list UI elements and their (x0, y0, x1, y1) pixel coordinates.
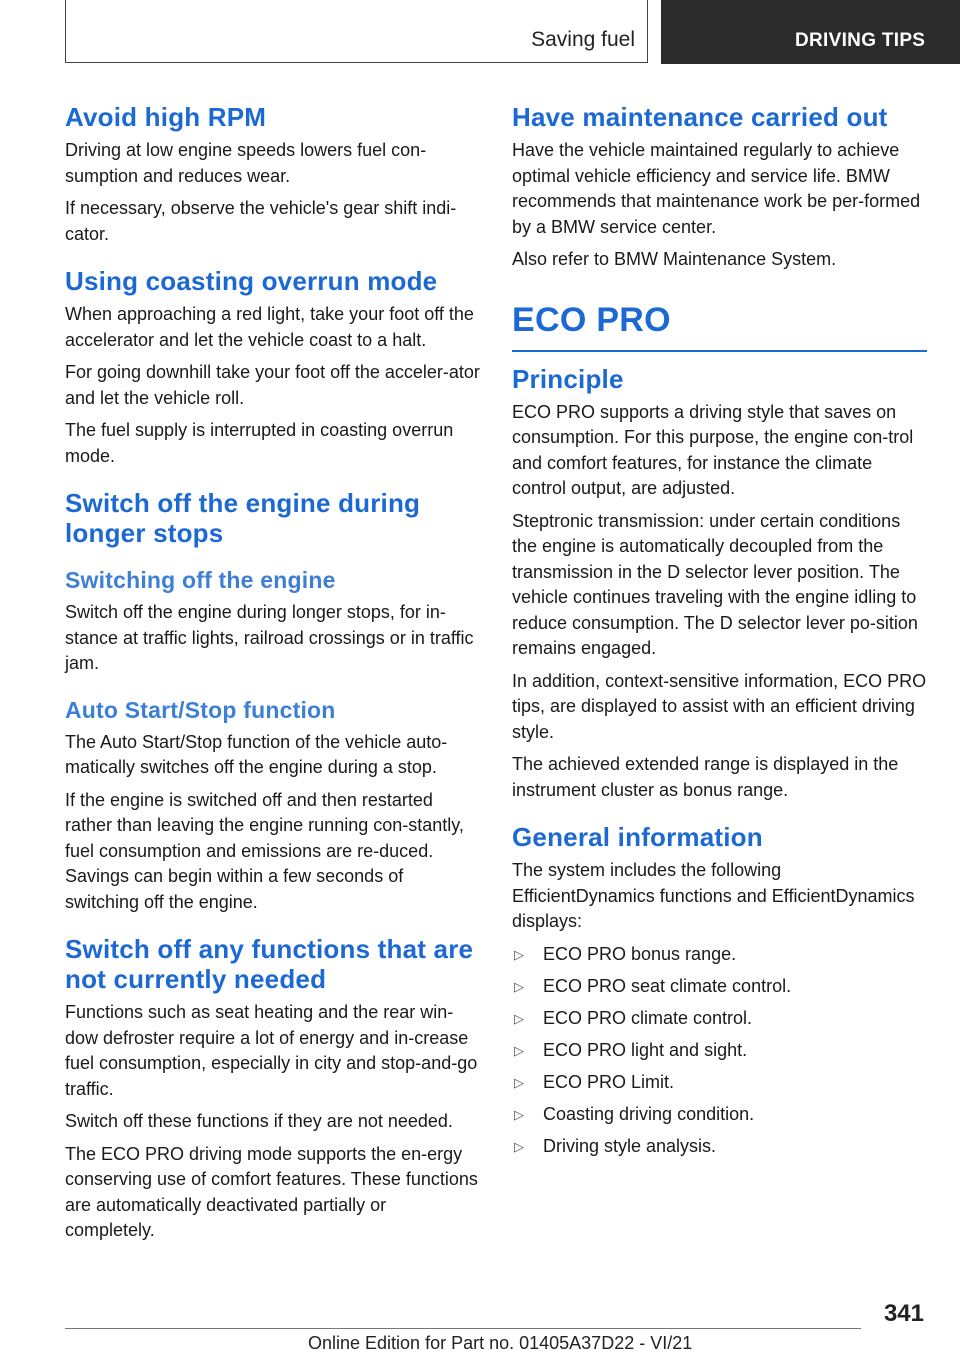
paragraph: The Auto Start/Stop function of the vehicle auto‐matically switches off the engine during a stop. (65, 731, 448, 777)
heading-principle: Principle (512, 363, 624, 394)
paragraph: The achieved extended range is displayed in the instrument cluster as bonus range. (512, 754, 899, 800)
list-item: ▷ ECO PRO seat climate control. (512, 974, 927, 1000)
heading-switch-off-engine: Switch off the engine during longer stops (65, 488, 421, 548)
paragraph: The fuel supply is interrupted in coasting overrun mode. (65, 420, 454, 466)
header-chapter-tab: DRIVING TIPS (661, 0, 960, 64)
page-header (0, 0, 960, 66)
heading-general-information: General information (512, 822, 763, 852)
triangle-right-outline-icon: ▷ (514, 1138, 524, 1154)
paragraph: The system includes the following EfficientDynamics functions and EfficientDynamics displays: (512, 860, 915, 931)
list-item: ▷ Driving style analysis. (512, 1134, 927, 1160)
paragraph: Switch off the engine during longer stops, for in‐stance at traffic lights, railroad crossings or in traffic jam. (65, 602, 474, 673)
paragraph: In addition, context-sensitive information, ECO PRO tips, are displayed to assist with an efficient driving style. (512, 670, 927, 742)
list-item: ▷ ECO PRO Limit. (512, 1070, 927, 1096)
triangle-right-outline-icon: ▷ (514, 1010, 524, 1026)
heading-coasting-overrun: Using coasting overrun mode (65, 266, 438, 296)
paragraph: ECO PRO supports a driving style that saves on consumption. For this purpose, the engine con‐trol and comfort features, for instance the climate control output, are adjusted. (512, 401, 914, 498)
list-item: ▷ Coasting driving condition. (512, 1102, 927, 1128)
triangle-right-outline-icon: ▷ (514, 1074, 524, 1090)
right-column (512, 102, 927, 1166)
triangle-right-outline-icon: ▷ (514, 1042, 524, 1058)
chapter-heading-eco-pro: ECO PRO (512, 300, 927, 352)
heading-maintenance: Have maintenance carried out (512, 102, 888, 132)
paragraph: Driving at low engine speeds lowers fuel con‐sumption and reduces wear. (65, 140, 427, 186)
triangle-right-outline-icon: ▷ (514, 1106, 524, 1122)
paragraph: Also refer to BMW Maintenance System. (512, 249, 837, 269)
paragraph: For going downhill take your foot off the acceler‐ator and let the vehicle roll. (65, 362, 480, 408)
left-column (65, 102, 480, 1251)
paragraph: Have the vehicle maintained regularly to achieve optimal vehicle efficiency and service life. BMW recommends that maintenance work be per‐formed by a BMW service center. (512, 140, 921, 237)
list-item: ▷ ECO PRO light and sight. (512, 1038, 927, 1064)
paragraph: Steptronic transmission: under certain conditions the engine is automatically decoupled from the transmission in the D selector lever position. The vehicle continues traveling with the engine idling to reduce consumption. The D selector lever po‐sition remains engaged. (512, 510, 918, 658)
paragraph: If the engine is switched off and then restarted rather than leaving the engine running con‐stantly, fuel consumption and emissions are re‐duced. Savings can begin within a few seconds of switching off the engine. (65, 789, 464, 912)
edition-note: Online Edition for Part no. 01405A37D22 - VI/21 (308, 1333, 693, 1353)
paragraph: When approaching a red light, take your foot off the accelerator and let the vehicle coast to a halt. (65, 304, 474, 350)
paragraph: Functions such as seat heating and the rear win‐dow defroster require a lot of energy and in‐crease fuel consumption, especially in city and stop-and-go traffic. (65, 1002, 478, 1099)
heading-avoid-high-rpm: Avoid high RPM (65, 102, 267, 132)
list-item: ▷ ECO PRO bonus range. (512, 942, 927, 968)
header-section-title: Saving fuel (531, 28, 635, 51)
triangle-right-outline-icon: ▷ (514, 946, 524, 962)
list-item: ▷ ECO PRO climate control. (512, 1006, 927, 1032)
subheading-switching-off: Switching off the engine (65, 567, 336, 593)
triangle-right-outline-icon: ▷ (514, 978, 524, 994)
subheading-auto-start-stop: Auto Start/Stop function (65, 696, 336, 723)
footer-divider (65, 1328, 861, 1329)
bullet-list (512, 942, 927, 1160)
heading-switch-off-functions: Switch off any functions that are not currently needed (65, 934, 474, 994)
paragraph: If necessary, observe the vehicle's gear shift indi‐cator. (65, 198, 457, 244)
paragraph: The ECO PRO driving mode supports the en‐ergy conserving use of comfort features. These functions are automatically deactivated partially or completely. (65, 1143, 478, 1240)
paragraph: Switch off these functions if they are not needed. (65, 1111, 453, 1131)
page-number: 341 (883, 1300, 924, 1327)
